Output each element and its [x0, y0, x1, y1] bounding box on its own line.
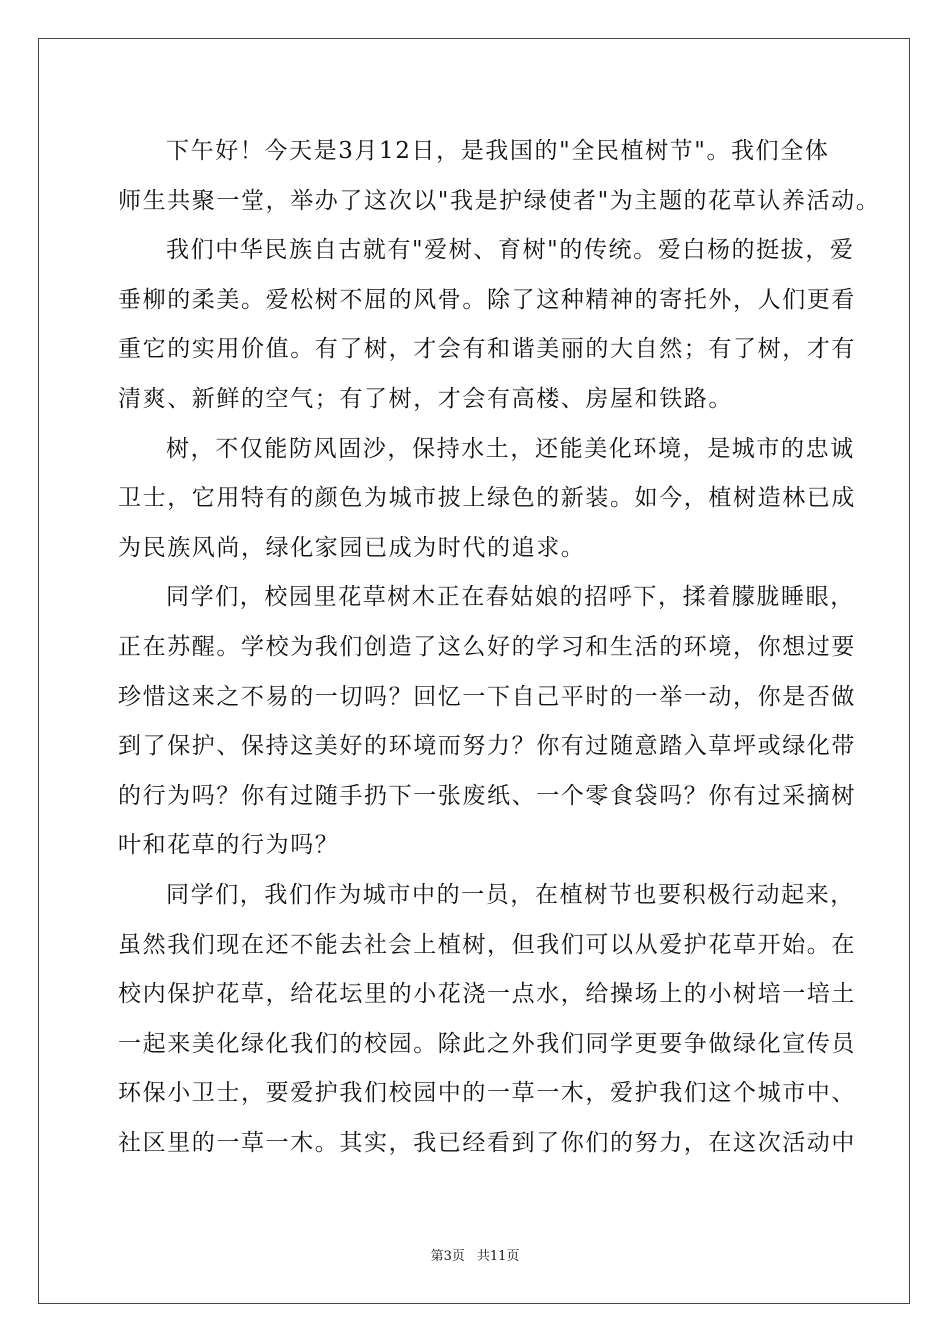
- text-line: 叶和花草的行为吗？: [118, 832, 340, 859]
- text-line: 环保小卫士，要爱护我们校园中的一草一木，爱护我们这个城市中、: [118, 1080, 856, 1107]
- text-line: 虽然我们现在还不能去社会上植树，但我们可以从爱护花草开始。在: [118, 931, 856, 958]
- text-line: 社区里的一草一木。其实，我已经看到了你们的努力，在这次活动中: [118, 1129, 856, 1156]
- text-line: 下午好！今天是3月12日，是我国的"全民植树节"。我们全体: [166, 138, 830, 164]
- text-line: 树，不仅能防风固沙，保持水土，还能美化环境，是城市的忠诚: [166, 435, 855, 462]
- text-line: 同学们，我们作为城市中的一员，在植树节也要积极行动起来，: [166, 881, 855, 908]
- text-line: 珍惜这来之不易的一切吗？回忆一下自己平时的一举一动，你是否做: [118, 683, 856, 710]
- text-line: 卫士，它用特有的颜色为城市披上绿色的新装。如今，植树造林已成: [118, 485, 856, 512]
- text-line: 校内保护花草，给花坛里的小花浇一点水，给操场上的小树培一培土: [118, 981, 856, 1008]
- text-line: 重它的实用价值。有了树，才会有和谐美丽的大自然；有了树，才有: [118, 336, 856, 363]
- text-line: 清爽、新鲜的空气；有了树，才会有高楼、房屋和铁路。: [118, 385, 733, 412]
- page-number: 第3页: [430, 1249, 465, 1264]
- text-line: 的行为吗？你有过随手扔下一张废纸、一个零食袋吗？你有过采摘树: [118, 782, 856, 809]
- text-line: 我们中华民族自古就有"爱树、育树"的传统。爱白杨的挺拔，爱: [166, 237, 855, 264]
- text-line: 垂柳的柔美。爱松树不屈的风骨。除了这种精神的寄托外，人们更看: [118, 286, 856, 313]
- text-line: 到了保护、保持这美好的环境而努力？你有过随意踏入草坪或绿化带: [118, 733, 856, 760]
- text-line: 正在苏醒。学校为我们创造了这么好的学习和生活的环境，你想过要: [118, 633, 856, 660]
- text-line: 同学们，校园里花草树木正在春姑娘的招呼下，揉着朦胧睡眼，: [166, 584, 855, 611]
- page-total: 共11页: [476, 1249, 520, 1264]
- page-footer: [0, 1245, 950, 1264]
- document-body: [118, 127, 881, 1168]
- text-line: 师生共聚一堂，举办了这次以"我是护绿使者"为主题的花草认养活动。: [118, 187, 881, 214]
- text-line: 一起来美化绿化我们的校园。除此之外我们同学更要争做绿化宣传员: [118, 1030, 856, 1057]
- text-line: 为民族风尚，绿化家园已成为时代的追求。: [118, 534, 586, 561]
